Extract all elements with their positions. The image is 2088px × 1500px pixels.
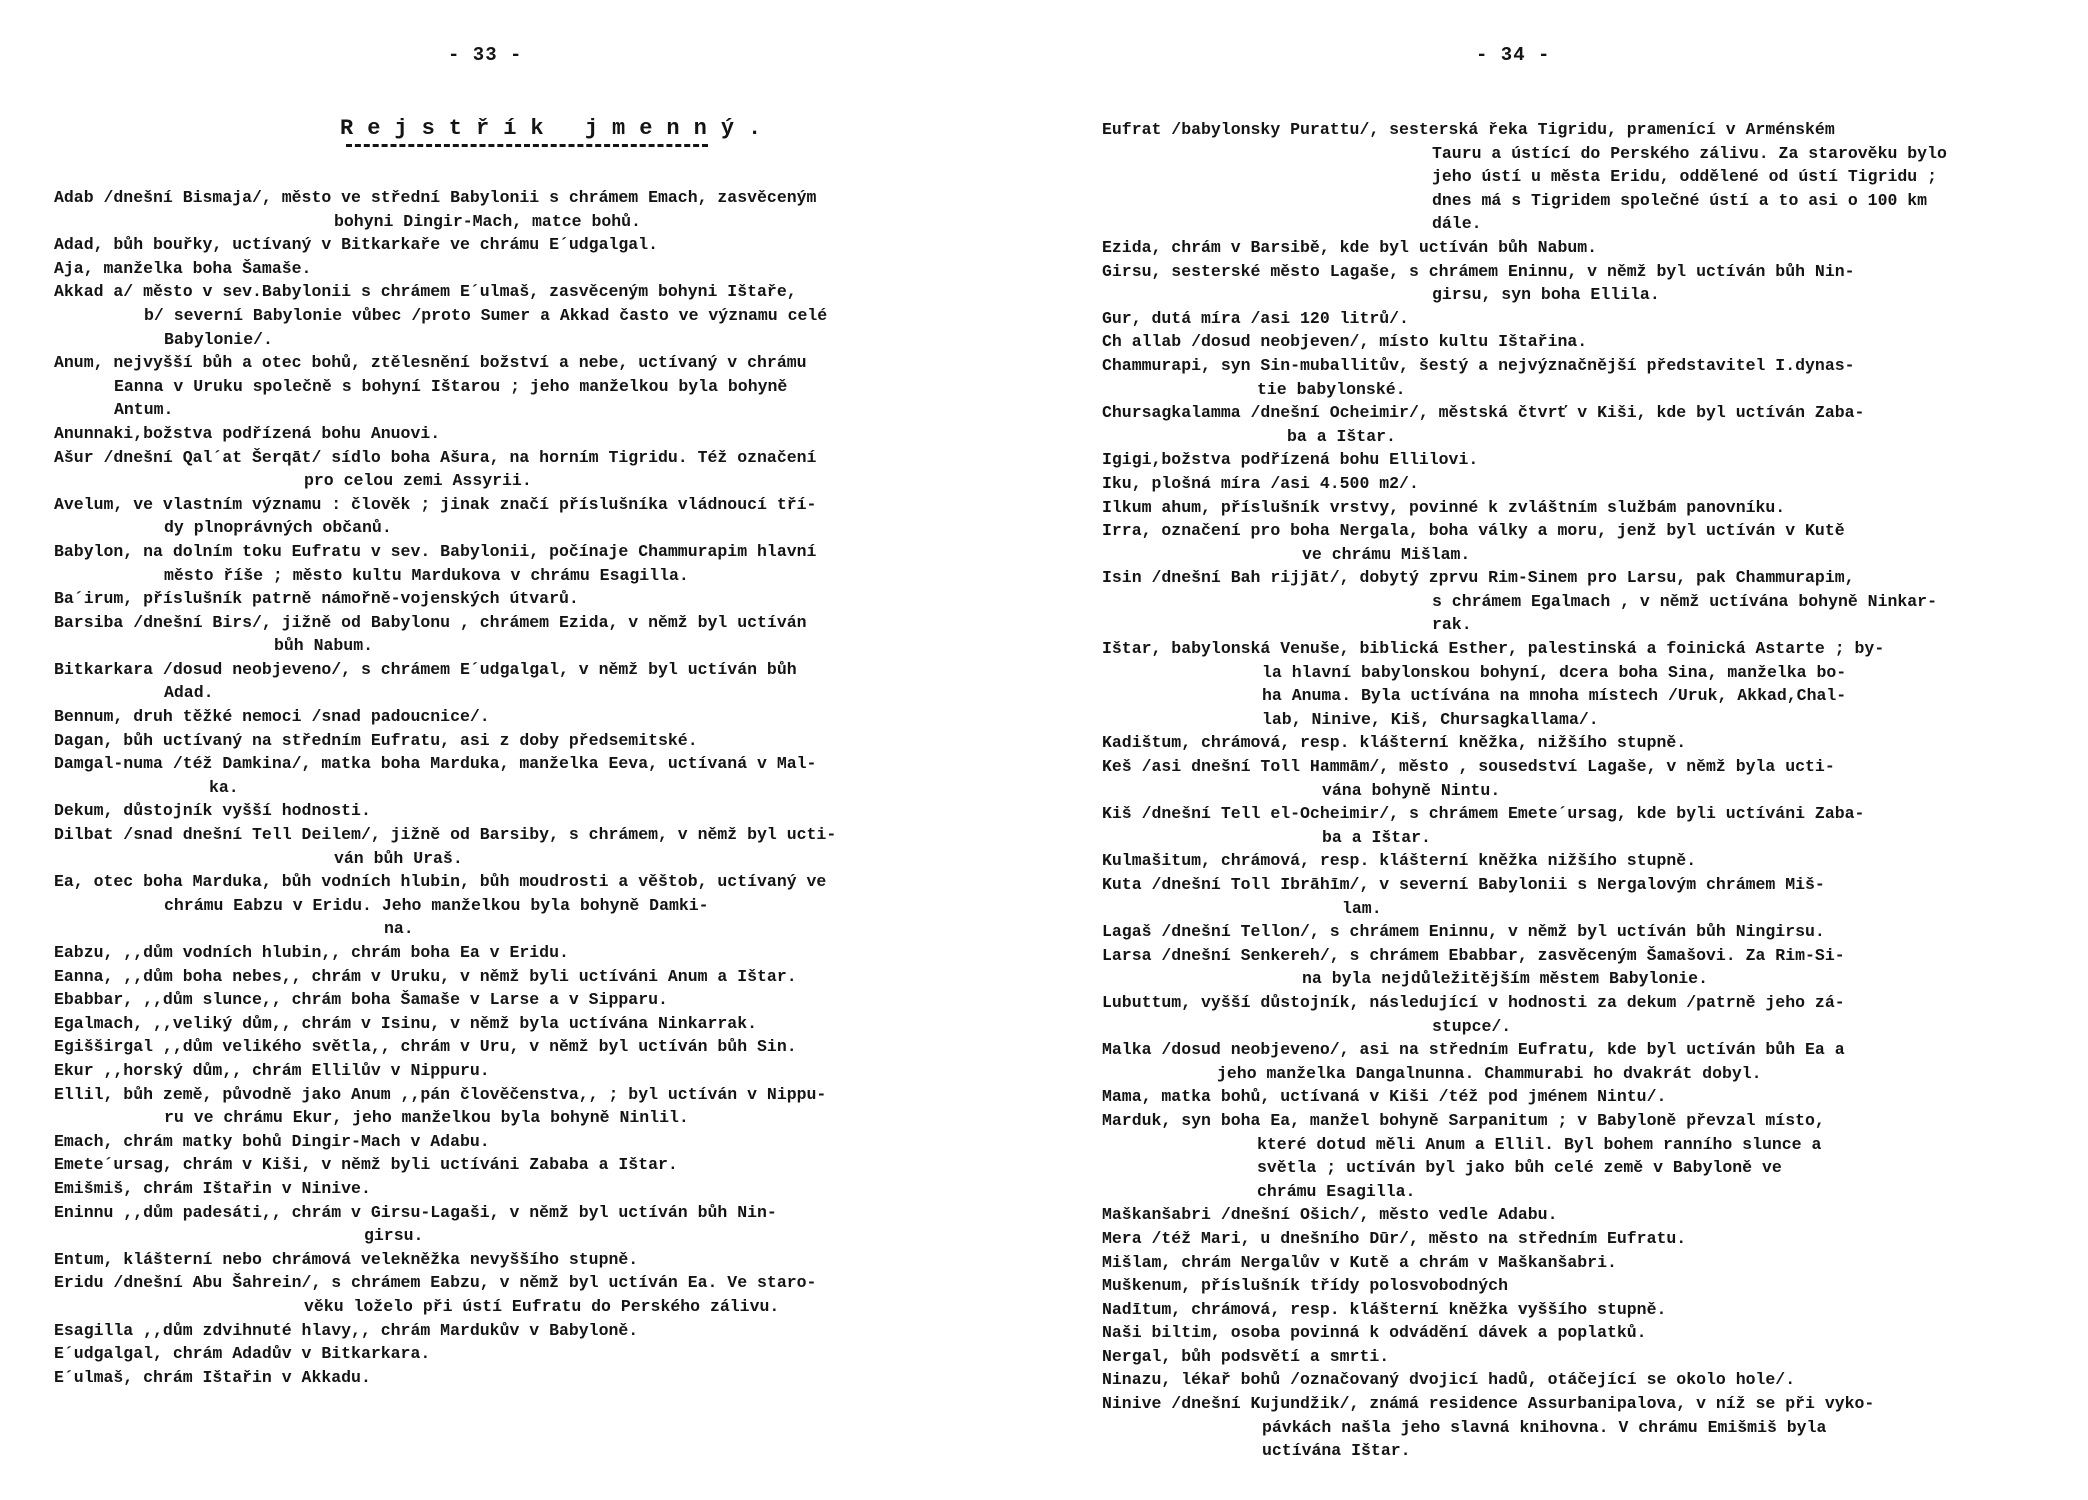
index-line: Ašur /dnešní Qal´at Šerqāt/ sídlo boha Ašura, na horním Tigridu. Též označení bbox=[54, 447, 817, 467]
index-line: s chrámem Egalmach , v němž uctívána bohyně Ninkar- bbox=[1432, 591, 1937, 611]
index-line: Avelum, ve vlastním významu : člověk ; jinak značí příslušníka vládnoucí tří- bbox=[54, 494, 817, 514]
index-line: Bitkarkara /dosud neobjeveno/, s chrámem E´udgalgal, v němž byl uctíván bůh bbox=[54, 659, 797, 679]
index-line: Ninive /dnešní Kujundžik/, známá residence Assurbanipalova, v níž se při vyko- bbox=[1102, 1394, 1875, 1414]
index-line: Ninazu, lékař bohů /označovaný dvojicí hadů, otáčející se okolo hole/. bbox=[1102, 1370, 1796, 1390]
index-line: Keš /asi dnešní Toll Hammām/, město , sousedství Lagaše, v němž byla ucti- bbox=[1102, 757, 1835, 777]
index-line: Ištar, babylonská Venuše, biblická Esther, palestinská a foinická Astarte ; by- bbox=[1102, 639, 1885, 659]
index-line: Egišširgal ,,dům velikého světla,, chrám v Uru, v němž byl uctíván bůh Sin. bbox=[54, 1037, 797, 1057]
index-line: chrámu Eabzu v Eridu. Jeho manželkou byla bohyně Damki- bbox=[164, 895, 709, 915]
index-line: Adab /dnešní Bismaja/, město ve střední Babylonii s chrámem Emach, zasvěceným bbox=[54, 188, 817, 207]
index-line: Dagan, bůh uctívaný na středním Eufratu, asi z doby předsemitské. bbox=[54, 730, 698, 750]
index-line: Eninnu ,,dům padesáti,, chrám v Girsu-Lagaši, v němž byl uctíván bůh Nin- bbox=[54, 1202, 777, 1222]
index-line: Anunnaki,božstva podřízená bohu Anuovi. bbox=[54, 423, 441, 443]
index-line: dy plnoprávných občanů. bbox=[164, 518, 392, 538]
index-line: na byla nejdůležitějším městem Babylonie. bbox=[1302, 969, 1708, 989]
index-line: Adad. bbox=[164, 683, 214, 703]
index-line: la hlavní babylonskou bohyní, dcera boha Sina, manželka bo- bbox=[1262, 662, 1847, 682]
index-line: Irra, označení pro boha Nergala, boha války a moru, jenž byl uctíván v Kutě bbox=[1102, 521, 1845, 541]
index-line: Eabzu, ,,dům vodních hlubin,, chrám boha Ea v Eridu. bbox=[54, 943, 569, 962]
index-line: uctívána Ištar. bbox=[1262, 1441, 1411, 1461]
index-line: Dekum, důstojník vyšší hodnosti. bbox=[54, 801, 371, 821]
index-line: Ba´irum, příslušník patrně námořně-vojenských útvarů. bbox=[54, 589, 579, 609]
index-line: Lagaš /dnešní Tellon/, s chrámem Eninnu, v němž byl uctíván bůh Ningirsu. bbox=[1102, 922, 1825, 942]
index-line: Muškenum, příslušník třídy polosvobodných bbox=[1102, 1276, 1508, 1296]
index-line: Mama, matka bohů, uctívaná v Kiši /též pod jménem Nintu/. bbox=[1102, 1087, 1667, 1107]
index-line: Girsu, sesterské město Lagaše, s chrámem Eninnu, v němž byl uctíván bůh Nin- bbox=[1102, 261, 1855, 281]
title-underline bbox=[346, 144, 708, 147]
page-number: - 33 - bbox=[448, 44, 523, 66]
index-line: Mera /též Mari, u dnešního Dūr/, město na středním Eufratu. bbox=[1102, 1228, 1687, 1248]
index-line: Ellil, bůh země, původně jako Anum ,,pán člověčenstva,, ; byl uctíván v Nippu- bbox=[54, 1084, 827, 1104]
index-line: Nergal, bůh podsvětí a smrti. bbox=[1102, 1346, 1390, 1366]
index-line: Akkad a/ město v sev.Babylonii s chrámem E´ulmaš, zasvěceným bohyni Ištaře, bbox=[54, 282, 797, 302]
index-line: světla ; uctíván byl jako bůh celé země v Babyloně ve bbox=[1257, 1158, 1782, 1178]
index-line: Eanna v Uruku společně s bohyní Ištarou ; jeho manželkou byla bohyně bbox=[114, 376, 788, 396]
index-line: Tauru a ústící do Perského zálivu. Za starověku bylo bbox=[1432, 143, 1947, 163]
right-page bbox=[1044, 0, 2088, 1500]
index-line: Barsiba /dnešní Birs/, jižně od Babylonu , chrámem Ezida, v němž byl uctíván bbox=[54, 612, 807, 632]
index-line: girsu, syn boha Ellila. bbox=[1432, 285, 1660, 305]
index-line: Kuta /dnešní Toll Ibrāhīm/, v severní Babylonii s Nergalovým chrámem Miš- bbox=[1102, 875, 1825, 894]
index-line: Babylonie/. bbox=[164, 329, 273, 349]
index-line: Lubuttum, vyšší důstojník, následující v hodnosti za dekum /patrně jeho zá- bbox=[1102, 992, 1845, 1012]
index-line: Nadītum, chrámová, resp. klášterní kněžka vyššího stupně. bbox=[1102, 1299, 1667, 1319]
index-line: Ezida, chrám v Barsibě, kde byl uctíván bůh Nabum. bbox=[1102, 237, 1598, 257]
index-line: pro celou zemi Assyrii. bbox=[304, 471, 532, 491]
index-line: Igigi,božstva podřízená bohu Ellilovi. bbox=[1102, 450, 1479, 470]
index-line: Adad, bůh bouřky, uctívaný v Bitkarkaře ve chrámu E´udgalgal. bbox=[54, 235, 658, 255]
index-line: Kulmašitum, chrámová, resp. klášterní kněžka nižšího stupně. bbox=[1102, 851, 1697, 871]
index-line: město říše ; město kultu Mardukova v chrámu Esagilla. bbox=[164, 565, 689, 585]
index-line: bůh Nabum. bbox=[274, 636, 374, 656]
index-line: Gur, dutá míra /asi 120 litrů/. bbox=[1102, 308, 1409, 328]
index-line: Ebabbar, ,,dům slunce,, chrám boha Šamaše v Larse a v Sipparu. bbox=[54, 990, 668, 1010]
index-line: ván bůh Uraš. bbox=[334, 848, 463, 868]
index-line: chrámu Esagilla. bbox=[1257, 1181, 1416, 1201]
index-line: jeho manželka Dangalnunna. Chammurabi ho dvakrát dobyl. bbox=[1217, 1063, 1762, 1083]
index-line: Chursagkalamma /dnešní Ocheimir/, městská čtvrť v Kiši, kde byl uctíván Zaba- bbox=[1102, 403, 1865, 423]
index-line: Eanna, ,,dům boha nebes,, chrám v Uruku, v němž byli uctíváni Anum a Ištar. bbox=[54, 966, 797, 986]
index-line: ba a Ištar. bbox=[1287, 426, 1396, 446]
index-line: Eufrat /babylonsky Purattu/, sesterská řeka Tigridu, pramenící v Arménském bbox=[1102, 120, 1835, 139]
index-line: Chammurapi, syn Sin-muballitův, šestý a nejvýznačnější představitel I.dynas- bbox=[1102, 355, 1855, 375]
index-line: Malka /dosud neobjeveno/, asi na středním Eufratu, kde byl uctíván bůh Ea a bbox=[1102, 1040, 1845, 1060]
index-entries bbox=[1102, 118, 2074, 1463]
index-line: Emišmiš, chrám Ištařin v Ninive. bbox=[54, 1178, 371, 1198]
index-line: Emach, chrám matky bohů Dingir-Mach v Adabu. bbox=[54, 1131, 490, 1151]
index-line: Isin /dnešní Bah rijjāt/, dobytý zprvu Rim-Sinem pro Larsu, pak Chammurapim, bbox=[1102, 568, 1855, 588]
index-line: b/ severní Babylonie vůbec /proto Sumer a Akkad často ve významu celé bbox=[144, 305, 828, 325]
index-line: Emete´ursag, chrám v Kiši, v němž byli uctíváni Zababa a Ištar. bbox=[54, 1155, 678, 1175]
index-line: tie babylonské. bbox=[1257, 379, 1406, 399]
index-line: Bennum, druh těžké nemoci /snad padoucnice/. bbox=[54, 707, 490, 727]
index-line: vána bohyně Nintu. bbox=[1322, 780, 1501, 800]
index-line: na. bbox=[384, 919, 414, 939]
index-line: Dilbat /snad dnešní Tell Deilem/, jižně od Barsiby, s chrámem, v němž byl ucti- bbox=[54, 825, 837, 845]
index-line: ka. bbox=[209, 777, 239, 797]
index-line: Kiš /dnešní Tell el-Ocheimir/, s chrámem Emete´ursag, kde byli uctíváni Zaba- bbox=[1102, 804, 1865, 824]
index-line: Mišlam, chrám Nergalův v Kutě a chrám v Maškanšabri. bbox=[1102, 1252, 1617, 1272]
index-line: Larsa /dnešní Senkereh/, s chrámem Ebabbar, zasvěceným Šamašovi. Za Rim-Si- bbox=[1102, 945, 1845, 965]
index-line: Ekur ,,horský dům,, chrám Ellilův v Nippuru. bbox=[54, 1060, 490, 1080]
index-line: Egalmach, ,,veliký dům,, chrám v Isinu, v němž byla uctívána Ninkarrak. bbox=[54, 1013, 758, 1033]
index-line: Anum, nejvyšší bůh a otec bohů, ztělesnění božství a nebe, uctívaný v chrámu bbox=[54, 353, 807, 373]
index-line: Marduk, syn boha Ea, manžel bohyně Sarpanitum ; v Babyloně převzal místo, bbox=[1102, 1110, 1825, 1130]
index-line: Antum. bbox=[114, 400, 174, 420]
index-line: Naši biltim, osoba povinná k odvádění dávek a poplatků. bbox=[1102, 1323, 1647, 1343]
index-line: Esagilla ,,dům zdvihnuté hlavy,, chrám Mardukův v Babyloně. bbox=[54, 1320, 639, 1340]
page-title: Rejstřík jmenný. bbox=[340, 116, 776, 141]
index-line: ba a Ištar. bbox=[1322, 827, 1431, 847]
index-line: E´ulmaš, chrám Ištařin v Akkadu. bbox=[54, 1367, 371, 1387]
index-line: Ea, otec boha Marduka, bůh vodních hlubin, bůh moudrosti a věštob, uctívaný ve bbox=[54, 872, 827, 892]
index-line: stupce/. bbox=[1432, 1016, 1512, 1036]
index-line: Aja, manželka boha Šamaše. bbox=[54, 258, 312, 278]
index-line: ru ve chrámu Ekur, jeho manželkou byla bohyně Ninlil. bbox=[164, 1108, 689, 1128]
index-line: bohyni Dingir-Mach, matce bohů. bbox=[334, 211, 641, 231]
index-line: lam. bbox=[1342, 898, 1382, 918]
page-number: - 34 - bbox=[1476, 44, 1551, 66]
index-line: dnes má s Tigridem společné ústí a to asi o 100 km bbox=[1432, 190, 1928, 210]
index-line: girsu. bbox=[364, 1226, 424, 1246]
index-line: Babylon, na dolním toku Eufratu v sev. Babylonii, počínaje Chammurapim hlavní bbox=[54, 541, 817, 561]
index-line: ve chrámu Mišlam. bbox=[1302, 544, 1471, 564]
index-entries bbox=[54, 186, 1034, 1389]
index-line: Eridu /dnešní Abu Šahrein/, s chrámem Eabzu, v němž byl uctíván Ea. Ve staro- bbox=[54, 1273, 817, 1293]
index-line: věku loželo při ústí Eufratu do Perského zálivu. bbox=[304, 1296, 780, 1316]
index-line: Ilkum ahum, příslušník vrstvy, povinné k zvláštním službám panovníku. bbox=[1102, 497, 1786, 517]
index-line: Iku, plošná míra /asi 4.500 m2/. bbox=[1102, 473, 1419, 493]
index-line: E´udgalgal, chrám Adadův v Bitkarkara. bbox=[54, 1344, 431, 1364]
index-line: Kadištum, chrámová, resp. klášterní kněžka, nižšího stupně. bbox=[1102, 733, 1687, 753]
index-line: dále. bbox=[1432, 214, 1482, 234]
index-line: ha Anuma. Byla uctívána na mnoha místech /Uruk, Akkad,Chal- bbox=[1262, 686, 1847, 706]
index-line: rak. bbox=[1432, 615, 1472, 635]
index-line: které dotud měli Anum a Ellil. Byl bohem ranního slunce a bbox=[1257, 1134, 1822, 1154]
index-line: lab, Ninive, Kiš, Chursagkallama/. bbox=[1262, 709, 1599, 729]
index-line: Maškanšabri /dnešní Ošich/, město vedle Adabu. bbox=[1102, 1205, 1558, 1225]
index-line: Ch allab /dosud neobjeven/, místo kultu Ištařina. bbox=[1102, 332, 1588, 352]
index-line: pávkách našla jeho slavná knihovna. V chrámu Emišmiš byla bbox=[1262, 1417, 1827, 1437]
index-line: Damgal-numa /též Damkina/, matka boha Marduka, manželka Eeva, uctívaná v Mal- bbox=[54, 754, 817, 774]
index-line: Entum, klášterní nebo chrámová velekněžka nevyššího stupně. bbox=[54, 1249, 639, 1269]
index-line: jeho ústí u města Eridu, oddělené od ústí Tigridu ; bbox=[1432, 167, 1937, 187]
